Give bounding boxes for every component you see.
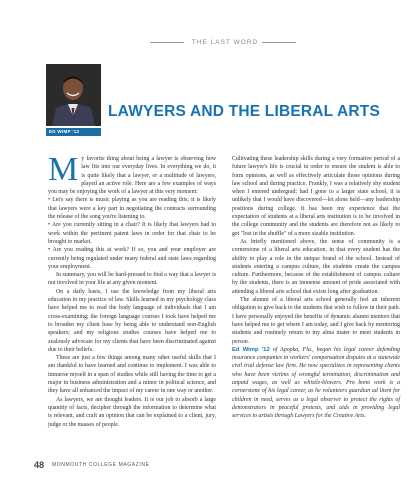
paragraph: • Are you reading this at work? If so, you and your employer are currently being regulated under many federal and state laws regarding your employment. [48, 247, 216, 270]
article-title: LAWYERS AND THE LIBERAL ARTS [108, 103, 380, 120]
bio-name: Ed Wimp '12 [232, 346, 270, 353]
paragraph: My favorite thing about being a lawyer is observing how law fits into our everyday lives. In everything we do, it is quite likely that a lawyer, or a multitude of lawyers, played an active role. Here are a few examples of ways you may be enjoying the work of a lawyer at this very moment: [48, 151, 216, 196]
right-column [232, 155, 400, 421]
page-number: 48 [34, 460, 45, 470]
paragraph: As lawyers, we are thought leaders. It is our job to absorb a large quantity of facts, decipher through the information to determine what is relevant, and craft an opinion that can be explained to a client, jury, judge or the masses of people. [48, 396, 216, 428]
paragraph: • Let's say there is music playing as you are reading this; it is likely that lawyers were a key part in negotiating the contracts surrounding the release of the song you're listening to. [48, 197, 216, 221]
drop-cap: M [48, 151, 79, 188]
paragraph: Cultivating these leadership skills during a very formative period of a future lawyer's life is crucial in order to ensure the student is able to form opinions, as well as effectively articulate those opinions during law school and during practice. Frankly, I was a relatively shy student when I entered undergrad; had I gone to a larger state school, it is unlikely that I would have discovered—let alone held—any leadership positions during college. It has been my experience that the expectation of students at a liberal arts institution is to be involved in the college community and the students are therefore not as likely to get "lost in the shuffle" of a more sizable institution. [232, 156, 400, 237]
header-rule-right [262, 42, 296, 43]
section-header: THE LAST WORD [191, 39, 259, 46]
author-bio [232, 346, 400, 421]
publication-name: MONMOUTH COLLEGE MAGAZINE [52, 462, 150, 468]
bio-text: of Apopka, Fla., began his legal career defending insurance companies in workers' compensation disputes at a statewide civil trial defense law firm. He now specializes in representing clients who have been victims of wrongful termination, discrimination and unpaid wages, as well as whistle-blowers. Pro bono work is a cornerstone of his legal career, as he volunteers guardian ad litem for children in need, serves as a legal observer to protect the rights of demonstrators in peaceful protests, and aids in providing legal services to artists through Lawyers for the Creative Arts. [232, 346, 401, 420]
paragraph: On a daily basis, I use the knowledge from my liberal arts education in my practice of law. Skills learned in my psychology class have helped me to read the body language of individuals that I am cross-examining; the foreign language courses I took have helped me to broaden my client base by being able to understand non-English speakers; and my religious studies courses have helped me to zealously advocate for my clients that have been discriminated against due to their beliefs. [48, 288, 216, 353]
paragraph: As briefly mentioned above, the sense of community is a cornerstone of a liberal arts education, in that every student has the ability to play a role in the unique brand of the school. Instead of students entering a campus culture, the students create the campus culture. Furthermore, because of the establishment of campus culture by the students, there is an immense amount of pride associated with attending a liberal arts school that exists long after graduation. [232, 238, 400, 295]
paragraph: The alumni of a liberal arts school generally feel an inherent obligation to give back to the students that wish to follow in their path. I have personally enjoyed the benefits of dynamic alumni mentors that have helped me to get where I am today, and I give back by mentoring students and routinely return to my alma mater to meet students in person. [232, 297, 400, 345]
header-rule-left [150, 42, 184, 43]
photo-caption: ED WIMP '12 [49, 129, 80, 134]
paragraph: In summary, you will be hard-pressed to find a way that a lawyer is not involved in your life at any given moment. [48, 272, 216, 287]
author-photo [46, 64, 101, 126]
paragraph: These are just a few things among many other useful skills that I am thankful to have learned and continue to implement. I was able to immerse myself in a span of studies while still having the time to get a major in business administration and a minor in political science, and they have all enhanced the impact of my career in one way or another. [48, 355, 216, 395]
left-column [48, 151, 216, 429]
paragraph: • Are you currently sitting in a chair? It is likely that lawyers had to work within the pertinent patent laws in order for that chair to be brought to market. [48, 222, 216, 245]
